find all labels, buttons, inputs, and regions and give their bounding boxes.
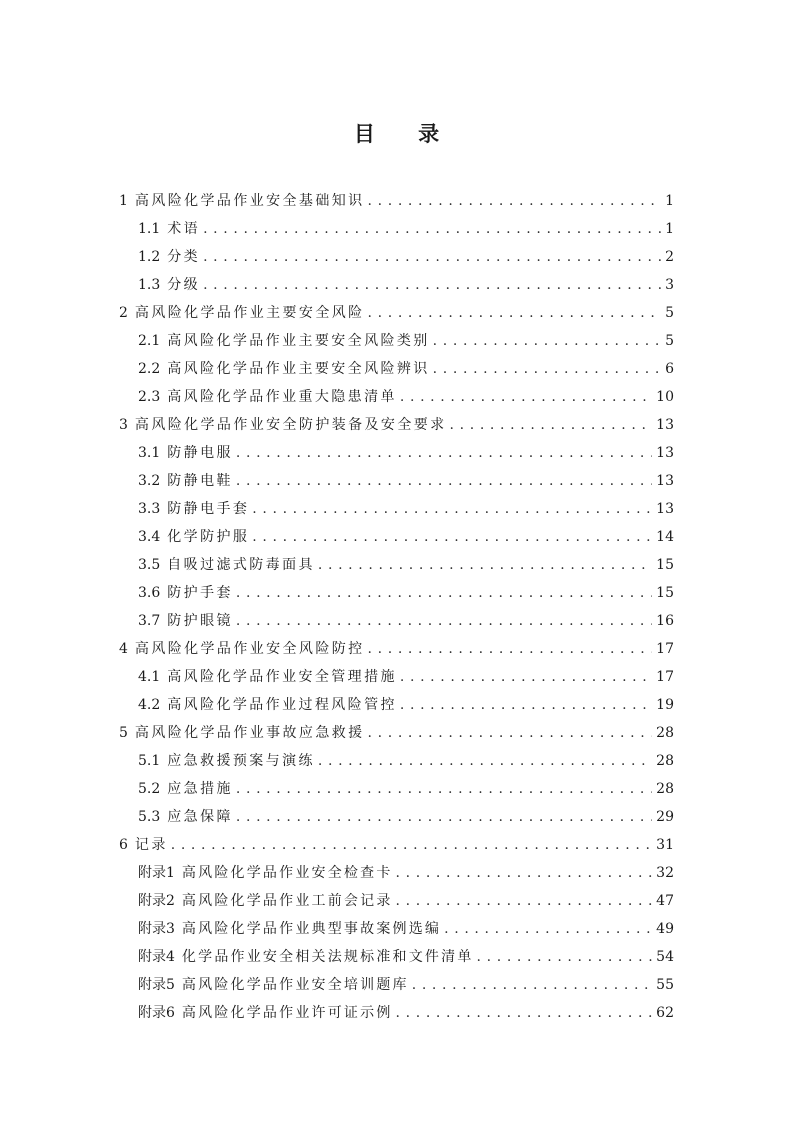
toc-entry[interactable] [119, 495, 674, 523]
toc-entry-title: 分级 [167, 277, 201, 293]
toc-entry-title: 防静电服 [167, 445, 233, 461]
toc-entry-title: 防静电鞋 [167, 473, 233, 489]
toc-page-number: 28 [656, 781, 674, 797]
toc-entry-title: 高风险化学品作业主要安全风险 [134, 305, 365, 321]
toc-entry-number: 3 [119, 417, 128, 433]
dot-leader [400, 383, 652, 411]
toc-page-number: 55 [656, 977, 674, 993]
toc-entry-title: 高风险化学品作业安全防护装备及安全要求 [134, 417, 447, 433]
dot-leader [396, 999, 653, 1027]
toc-entry[interactable] [119, 579, 674, 607]
toc-entry-number: 1 [119, 193, 128, 209]
toc-entry[interactable] [119, 551, 674, 579]
toc-entry[interactable] [119, 775, 674, 803]
toc-entry-title: 分类 [167, 249, 201, 265]
dot-leader [368, 187, 662, 215]
toc-page-number: 13 [656, 473, 674, 489]
toc-entry-number: 2.2 [138, 361, 161, 377]
toc-entry-title: 高风险化学品作业典型事故案例选编 [181, 921, 442, 937]
toc-appendix-entry[interactable] [119, 999, 674, 1027]
dot-leader [203, 271, 661, 299]
toc-entry-number: 附录5 [138, 977, 175, 993]
toc-entry[interactable] [119, 803, 674, 831]
toc-entry-number: 附录6 [138, 1005, 175, 1021]
toc-entry-title: 高风险化学品作业安全检查卡 [181, 865, 393, 881]
toc-page-number: 29 [656, 809, 674, 825]
toc-entry[interactable] [119, 635, 674, 663]
dot-leader [318, 747, 652, 775]
toc-entry-title: 高风险化学品作业安全风险防控 [134, 641, 365, 657]
toc-appendix-entry[interactable] [119, 943, 674, 971]
toc-entry[interactable] [119, 327, 674, 355]
toc-entry[interactable] [119, 747, 674, 775]
toc-entry[interactable] [119, 271, 674, 299]
toc-page-number: 15 [656, 557, 674, 573]
toc-entry-title: 自吸过滤式防毒面具 [167, 557, 315, 573]
toc-entry-title: 防静电手套 [167, 501, 250, 517]
dot-leader [400, 663, 652, 691]
dot-leader [236, 775, 652, 803]
toc-entry-number: 5.1 [138, 753, 161, 769]
toc-page-number: 1 [665, 193, 674, 209]
toc-entry[interactable] [119, 663, 674, 691]
toc-page-number: 47 [656, 893, 674, 909]
toc-page-number: 1 [665, 221, 674, 237]
dot-leader [433, 355, 661, 383]
dot-leader [236, 467, 652, 495]
toc-entry[interactable] [119, 187, 674, 215]
toc-entry-number: 1.1 [138, 221, 161, 237]
dot-leader [236, 803, 652, 831]
dot-leader [396, 859, 653, 887]
toc-entry-title: 应急救援预案与演练 [167, 753, 315, 769]
dot-leader [236, 439, 652, 467]
toc-page-number: 17 [656, 669, 674, 685]
toc-entry-number: 附录3 [138, 921, 175, 937]
toc-page-number: 19 [656, 697, 674, 713]
toc-entry[interactable] [119, 411, 674, 439]
dot-leader [236, 579, 652, 607]
toc-entry[interactable] [119, 439, 674, 467]
toc-entry-number: 5 [119, 725, 128, 741]
toc-entry-title: 高风险化学品作业主要安全风险辨识 [167, 361, 430, 377]
toc-entry-number: 2 [119, 305, 128, 321]
toc-page-number: 17 [656, 641, 674, 657]
dot-leader [450, 411, 653, 439]
dot-leader [236, 607, 652, 635]
toc-entry-title: 防护手套 [167, 585, 233, 601]
toc-appendix-entry[interactable] [119, 887, 674, 915]
toc-page-number: 49 [656, 921, 674, 937]
toc-page-number: 13 [656, 445, 674, 461]
toc-page-number: 15 [656, 585, 674, 601]
toc-entry-number: 3.5 [138, 557, 161, 573]
toc-entry-title: 应急保障 [167, 809, 233, 825]
toc-entry-title: 化学品作业安全相关法规标准和文件清单 [181, 949, 474, 965]
dot-leader [368, 719, 653, 747]
toc-entry[interactable] [119, 243, 674, 271]
toc-entry-title: 高风险化学品作业安全基础知识 [134, 193, 365, 209]
toc-page-number: 5 [665, 333, 674, 349]
toc-appendix-entry[interactable] [119, 915, 674, 943]
toc-page-number: 32 [656, 865, 674, 881]
toc-entry-title: 应急措施 [167, 781, 233, 797]
toc-entry-title: 高风险化学品作业工前会记录 [181, 893, 393, 909]
dot-leader [171, 831, 652, 859]
toc-entry-title: 化学防护服 [167, 529, 250, 545]
toc-entry-number: 3.4 [138, 529, 161, 545]
toc-entry[interactable] [119, 355, 674, 383]
toc-entry-number: 附录1 [138, 865, 175, 881]
dot-leader [444, 915, 652, 943]
table-of-contents [119, 187, 674, 1027]
toc-entry-number: 3.1 [138, 445, 161, 461]
toc-page-number: 54 [656, 949, 674, 965]
toc-entry-number: 5.2 [138, 781, 161, 797]
toc-page-number: 16 [656, 613, 674, 629]
toc-entry-number: 附录2 [138, 893, 175, 909]
toc-entry-title: 高风险化学品作业过程风险管控 [167, 697, 397, 713]
dot-leader [368, 299, 662, 327]
toc-entry[interactable] [119, 523, 674, 551]
toc-entry-number: 1.3 [138, 277, 161, 293]
toc-entry-number: 2.3 [138, 389, 161, 405]
toc-appendix-entry[interactable] [119, 859, 674, 887]
toc-entry-title: 防护眼镜 [167, 613, 233, 629]
toc-entry-title: 高风险化学品作业事故应急救援 [134, 725, 365, 741]
toc-entry-number: 5.3 [138, 809, 161, 825]
toc-entry[interactable] [119, 691, 674, 719]
dot-leader [433, 327, 661, 355]
toc-entry-number: 3.7 [138, 613, 161, 629]
toc-entry-number: 3.3 [138, 501, 161, 517]
dot-leader [252, 495, 652, 523]
toc-appendix-entry[interactable] [119, 971, 674, 999]
toc-entry[interactable] [119, 607, 674, 635]
toc-page-number: 28 [656, 753, 674, 769]
toc-entry-title: 高风险化学品作业安全培训题库 [181, 977, 409, 993]
toc-entry[interactable] [119, 383, 674, 411]
toc-entry-number: 4.2 [138, 697, 161, 713]
toc-entry-number: 4.1 [138, 669, 161, 685]
dot-leader [252, 523, 652, 551]
toc-entry-title: 高风险化学品作业许可证示例 [181, 1005, 393, 1021]
toc-page-number: 10 [656, 389, 674, 405]
toc-entry-number: 1.2 [138, 249, 161, 265]
toc-entry-title: 高风险化学品作业安全管理措施 [167, 669, 397, 685]
toc-entry-number: 4 [119, 641, 128, 657]
page-title: 目 录 [353, 121, 458, 146]
toc-entry-number: 附录4 [138, 949, 175, 965]
dot-leader [400, 691, 652, 719]
dot-leader [412, 971, 652, 999]
toc-entry-number: 3.6 [138, 585, 161, 601]
toc-page-number: 62 [656, 1005, 674, 1021]
toc-entry-title: 术语 [167, 221, 201, 237]
toc-entry[interactable] [119, 719, 674, 747]
dot-leader [368, 635, 653, 663]
toc-page-number: 14 [656, 529, 674, 545]
toc-page-number: 3 [665, 277, 674, 293]
toc-entry-number: 2.1 [138, 333, 161, 349]
dot-leader [203, 243, 661, 271]
toc-entry-title: 记录 [134, 837, 168, 853]
toc-page-number: 28 [656, 725, 674, 741]
dot-leader [318, 551, 652, 579]
toc-entry[interactable] [119, 831, 674, 859]
toc-entry-number: 6 [119, 837, 128, 853]
dot-leader [477, 943, 653, 971]
toc-page-number: 31 [656, 837, 674, 853]
toc-entry[interactable] [119, 467, 674, 495]
toc-page-number: 13 [656, 501, 674, 517]
toc-page-number: 2 [665, 249, 674, 265]
toc-entry[interactable] [119, 299, 674, 327]
toc-entry-number: 3.2 [138, 473, 161, 489]
toc-page-number: 5 [665, 305, 674, 321]
toc-entry[interactable] [119, 215, 674, 243]
toc-page-number: 6 [665, 361, 674, 377]
toc-entry-title: 高风险化学品作业主要安全风险类别 [167, 333, 430, 349]
dot-leader [203, 215, 661, 243]
toc-entry-title: 高风险化学品作业重大隐患清单 [167, 389, 397, 405]
toc-page-number: 13 [656, 417, 674, 433]
dot-leader [396, 887, 653, 915]
